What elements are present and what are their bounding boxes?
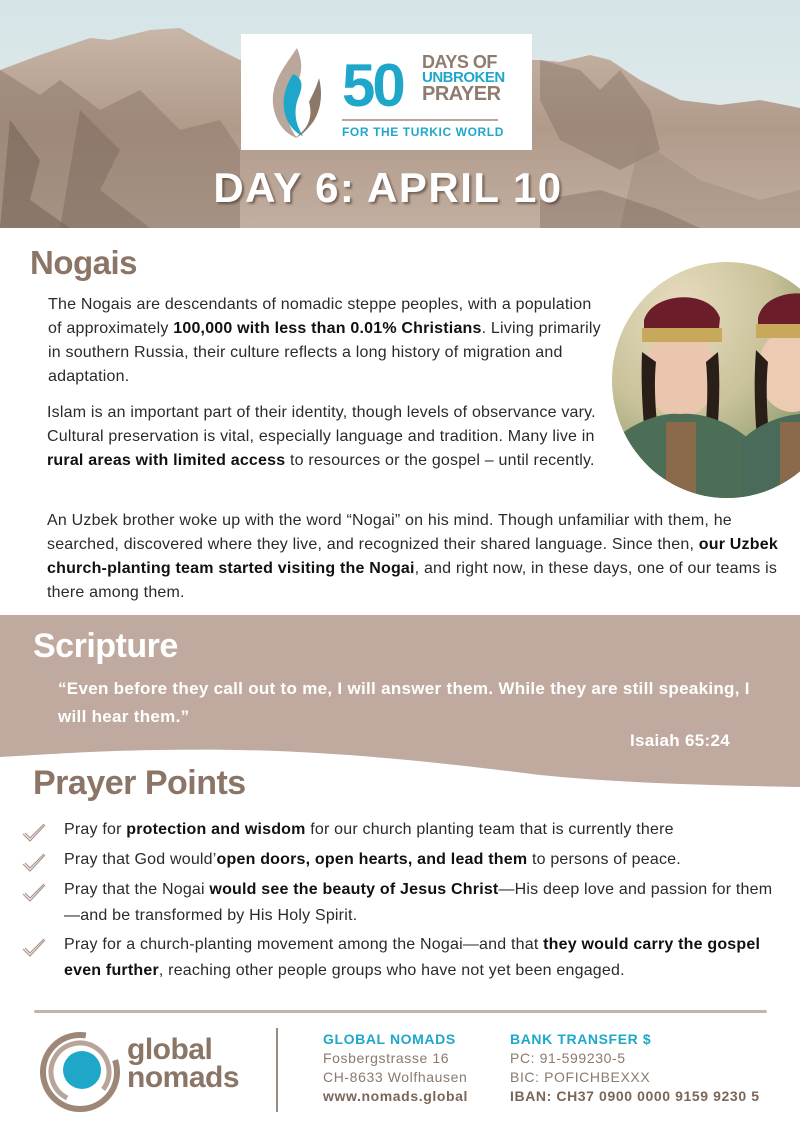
bank-iban: IBAN: CH37 0900 0000 9159 9230 5 bbox=[510, 1088, 760, 1104]
women-portrait-image bbox=[612, 262, 800, 498]
text-run: Islam is an important part of their identity, though levels of observance vary. Cultural preservation is vital, especially language and tradition. Many live in bbox=[47, 404, 596, 445]
scripture-reference: Isaiah 65:24 bbox=[630, 731, 730, 750]
culture-paragraph bbox=[47, 401, 627, 473]
logo-subtitle: FOR THE TURKIC WORLD bbox=[342, 125, 504, 139]
org-wordmark-line-2: nomads bbox=[127, 1061, 240, 1094]
bank-heading: BANK TRANSFER $ bbox=[510, 1031, 652, 1047]
text-run-bold: protection and wisdom bbox=[126, 821, 306, 838]
bank-bic: BIC: POFICHBEXXX bbox=[510, 1069, 651, 1085]
logo-line-2: UNBROKEN bbox=[422, 69, 505, 86]
logo-wordmark bbox=[422, 54, 505, 104]
hero-banner bbox=[0, 0, 800, 228]
bank-pc: PC: 91-599230-5 bbox=[510, 1050, 626, 1066]
prayer-point-item bbox=[64, 847, 784, 873]
campaign-logo bbox=[241, 34, 532, 150]
text-run: Pray that God would’ bbox=[64, 851, 217, 868]
logo-line-3: PRAYER bbox=[422, 83, 501, 105]
day-title: DAY 6: APRIL 10 bbox=[213, 164, 563, 211]
text-run: —His deep love and passion for them—and be transformed by His Holy Spirit. bbox=[64, 881, 773, 924]
footer-vertical-divider bbox=[276, 1028, 278, 1112]
people-group-photo bbox=[612, 262, 800, 498]
checkmark-icon bbox=[20, 822, 48, 844]
text-run-bold: 100,000 with less than 0.01% Christians bbox=[173, 320, 482, 337]
footer-divider-line bbox=[34, 1010, 767, 1013]
scripture-verse: “Even before they call out to me, I will answer them. While they are still speaking, I will hear them.” bbox=[58, 679, 750, 726]
text-run-bold: would see the beauty of Jesus Christ bbox=[209, 881, 499, 898]
contact-street: Fosbergstrasse 16 bbox=[323, 1050, 450, 1066]
text-run-bold: our Uzbek church-planting team started visiting the Nogai bbox=[47, 536, 778, 577]
checkmark-icon bbox=[20, 882, 48, 904]
org-wordmark bbox=[127, 1033, 240, 1094]
text-run: , and right now, in these days, one of our teams is there among them. bbox=[47, 560, 778, 601]
flame-icon bbox=[263, 44, 331, 140]
prayer-point-item bbox=[64, 877, 784, 929]
contact-city: CH-8633 Wolfhausen bbox=[323, 1069, 468, 1085]
prayer-points-title: Prayer Points bbox=[33, 764, 246, 802]
text-run: to persons of peace. bbox=[527, 851, 681, 868]
logo-number: 50 bbox=[342, 52, 403, 119]
people-group-title: Nogais bbox=[30, 244, 138, 281]
contact-info bbox=[323, 1030, 468, 1106]
org-wordmark-line-1: global bbox=[127, 1033, 213, 1066]
prayer-point-item bbox=[64, 932, 784, 984]
logo-divider bbox=[342, 119, 498, 121]
text-run-bold: rural areas with limited access bbox=[47, 452, 286, 469]
contact-heading: GLOBAL NOMADS bbox=[323, 1031, 456, 1047]
story-paragraph bbox=[47, 509, 787, 605]
bank-info bbox=[510, 1030, 760, 1106]
website-link[interactable]: www.nomads.global bbox=[323, 1088, 469, 1104]
text-run-bold: they would carry the gospel even further bbox=[64, 936, 761, 979]
text-run: Pray for a church-planting movement among the Nogai—and that bbox=[64, 936, 544, 953]
global-nomads-logo-icon bbox=[40, 1032, 120, 1112]
text-run: . Living primarily in southern Russia, their culture reflects a long history of migration and adaptation. bbox=[48, 320, 601, 385]
text-run: An Uzbek brother woke up with the word “Nogai” on his mind. Though unfamiliar with them, he searched, discovered where they live, and recognized their shared language. Since then, bbox=[47, 512, 732, 553]
scripture-title: Scripture bbox=[33, 627, 178, 665]
text-run-bold: open doors, open hearts, and lead them bbox=[216, 851, 528, 868]
prayer-point-item bbox=[64, 817, 784, 843]
checkmark-icon bbox=[20, 937, 48, 959]
text-run: Pray that the Nogai bbox=[64, 881, 210, 898]
text-run: to resources or the gospel – until recently. bbox=[285, 452, 595, 469]
text-run: , reaching other people groups who have not yet been engaged. bbox=[158, 962, 625, 979]
logo-line-1: DAYS OF bbox=[422, 52, 497, 72]
intro-paragraph bbox=[48, 293, 608, 389]
text-run: Pray for bbox=[64, 821, 127, 838]
checkmark-icon bbox=[20, 852, 48, 874]
text-run: for our church planting team that is currently there bbox=[305, 821, 674, 838]
text-run: The Nogais are descendants of nomadic steppe peoples, with a population of approximately bbox=[48, 296, 592, 337]
